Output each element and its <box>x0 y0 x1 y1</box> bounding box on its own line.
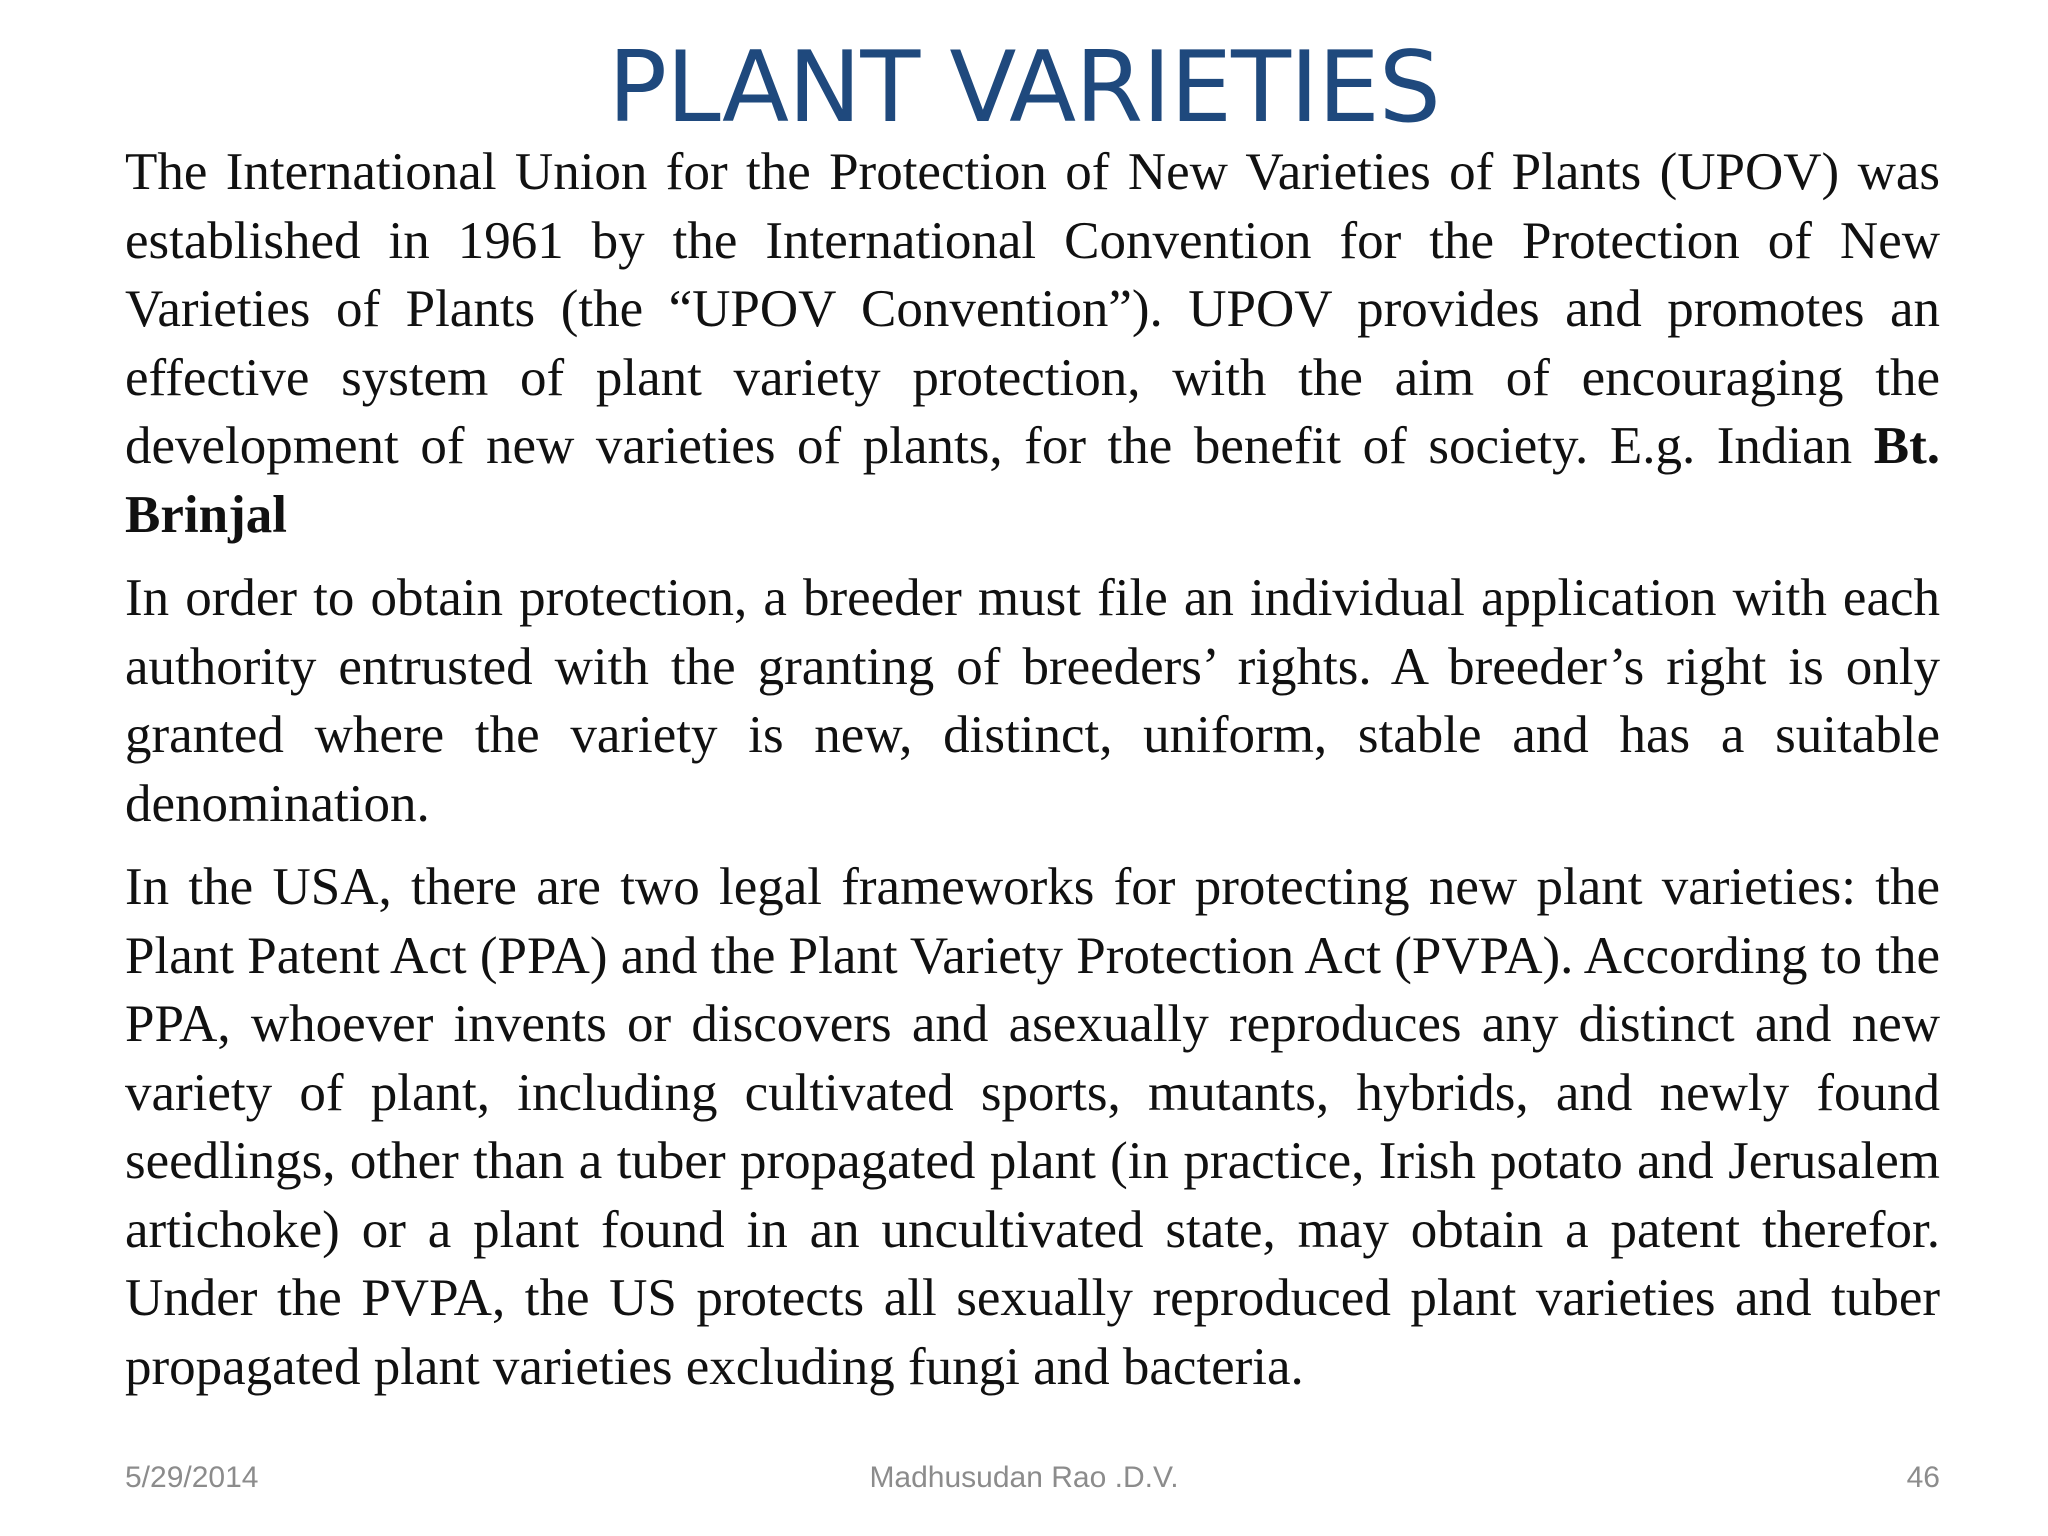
paragraph-upov-bold-example: Bt. Brinjal <box>125 417 1940 544</box>
slide-title: PLANT VARIETIES <box>608 31 1440 145</box>
paragraph-breeder-protection: In order to obtain protection, a breeder must file an individual application with each authority entrusted with the granting of breeders’ rights. A breeder’s right is only granted where the variety is new, distinct, uniform, stable and has a suitable denomination. <box>125 569 1940 833</box>
footer-page-number: 46 <box>1906 1461 1940 1494</box>
slide-body <box>125 138 1940 1416</box>
paragraph-upov-text: The International Union for the Protection of New Varieties of Plants (UPOV) was established in 1961 by the International Convention for the Protection of New Varieties of Plants (the “UPOV Convention”). UPOV provides and promotes an effective system of plant variety protection, with the aim of encouraging the development of new varieties of plants, for the benefit of society. E.g. Indian <box>125 143 1940 475</box>
paragraph-upov <box>125 138 1940 549</box>
paragraph-usa-frameworks: In the USA, there are two legal frameworks for protecting new plant varieties: the Plant Patent Act (PPA) and the Plant Variety Protection Act (PVPA). According to the PPA, whoever invents or discovers and asexually reproduces any distinct and new variety of plant, including cultivated sports, mutants, hybrids, and newly found seedlings, other than a tuber propagated plant (in practice, Irish potato and Jerusalem artichoke) or a plant found in an uncultivated state, may obtain a patent therefor. Under the PVPA, the US protects all sexually reproduced plant varieties and tuber propagated plant varieties excluding fungi and bacteria. <box>125 858 1940 1396</box>
footer-author: Madhusudan Rao .D.V. <box>869 1461 1179 1494</box>
footer-date: 5/29/2014 <box>125 1461 259 1494</box>
